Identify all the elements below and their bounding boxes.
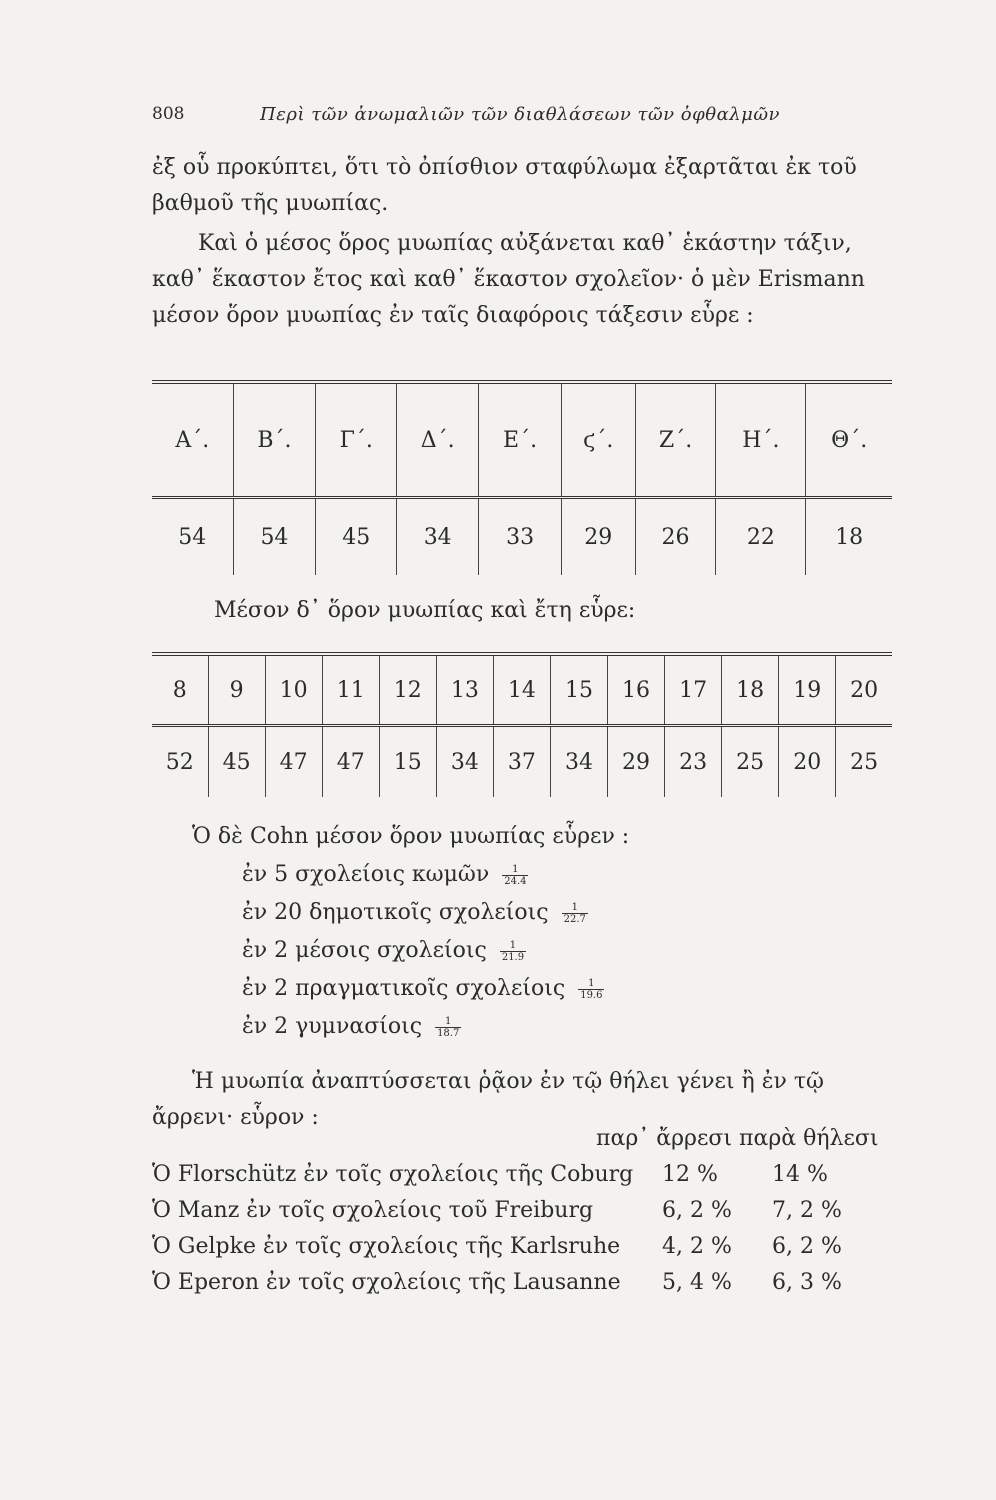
fraction-numerator: 1 (435, 1016, 461, 1028)
intro-line: βαθμοῦ τῆς μυωπίας. (152, 191, 389, 216)
intro-line: ἐξ οὗ προκύπτει, ὅτι τὸ ὀπίσθιον σταφύλωμα ἐξαρτᾶται ἐκ τοῦ (152, 155, 857, 180)
page-number: 808 (152, 104, 185, 124)
intro-line: καθ᾽ ἕκαστον ἔτος καὶ καθ᾽ ἕκαστον σχολεῖον· ὁ μὲν Erismann (152, 267, 865, 292)
year-value: 47 (265, 726, 322, 798)
classes-header-row (152, 382, 892, 498)
cohn-row-text: ἐν 2 γυμνασίοις (242, 1014, 423, 1039)
year-value: 34 (550, 726, 607, 798)
stats-row-female: 6, 3 % (772, 1270, 842, 1295)
year-header: 17 (665, 654, 722, 726)
fraction-denominator: 22.7 (563, 913, 586, 925)
fraction (500, 940, 526, 963)
class-value: 45 (316, 498, 397, 576)
cohn-row (152, 856, 892, 894)
year-header: 14 (493, 654, 550, 726)
classes-value-row (152, 498, 892, 576)
year-value: 47 (322, 726, 379, 798)
year-value: 23 (665, 726, 722, 798)
year-value: 52 (165, 749, 194, 775)
class-value: 34 (397, 498, 479, 576)
class-value: 22 (716, 498, 806, 576)
intro-line: Καὶ ὁ μέσος ὅρος μυωπίας αὐξάνεται καθ᾽ ἑκάστην τάξιν, (198, 231, 852, 256)
fraction-denominator: 24.4 (504, 875, 527, 887)
stats-row (152, 1198, 892, 1232)
fraction (502, 864, 528, 887)
year-header: 19 (779, 654, 836, 726)
stats-row-name: Ὁ Eperon ἐν τοῖς σχολείοις τῆς Lausanne (152, 1270, 621, 1295)
year-header: 18 (722, 654, 779, 726)
class-header: Ζ΄. (635, 382, 716, 498)
stats-row (152, 1270, 892, 1304)
year-header: 16 (608, 654, 665, 726)
year-value: 25 (836, 726, 892, 798)
year-header: 9 (208, 654, 265, 726)
year-header: 12 (379, 654, 436, 726)
cohn-row (152, 894, 892, 932)
class-header: Ε΄. (479, 382, 562, 498)
cohn-row (152, 1008, 892, 1046)
cohn-row (152, 970, 892, 1008)
intro-line: μέσον ὅρον μυωπίας ἐν ταῖς διαφόροις τάξεσιν εὗρε : (152, 303, 754, 328)
year-value: 29 (608, 726, 665, 798)
year-value: 25 (722, 726, 779, 798)
year-value: 15 (379, 726, 436, 798)
year-value: 45 (208, 726, 265, 798)
years-header-row (152, 654, 892, 726)
class-value: 33 (479, 498, 562, 576)
year-header: 10 (265, 654, 322, 726)
running-title: Περὶ τῶν ἀνωμαλιῶν τῶν διαθλάσεων τῶν ὀφθαλμῶν (260, 104, 780, 125)
class-header: Γ΄. (316, 382, 397, 498)
stats-row-male: 12 % (662, 1162, 718, 1187)
years-table (152, 652, 892, 797)
year-header: 20 (836, 654, 892, 726)
year-header: 11 (322, 654, 379, 726)
stats-row-male: 6, 2 % (662, 1198, 732, 1223)
class-value: 54 (178, 524, 207, 550)
year-header: 8 (152, 654, 208, 726)
cohn-row (152, 932, 892, 970)
year-value: 20 (779, 726, 836, 798)
class-value: 54 (233, 498, 316, 576)
class-header: Δ΄. (397, 382, 479, 498)
cohn-section (152, 818, 892, 1046)
stats-row-male: 5, 4 % (662, 1270, 732, 1295)
years-caption: Μέσον δ᾽ ὅρον μυωπίας καὶ ἔτη εὗρε: (214, 598, 636, 623)
years-value-row (152, 726, 892, 798)
stats-row-female: 6, 2 % (772, 1234, 842, 1259)
fraction-denominator: 18.7 (437, 1027, 460, 1039)
fraction-numerator: 1 (578, 978, 604, 990)
fraction-numerator: 1 (500, 940, 526, 952)
myopia-line: ἄρρενι· εὗρον : (152, 1105, 319, 1130)
page-header (152, 104, 892, 134)
stats-row (152, 1162, 892, 1196)
cohn-row-text: ἐν 5 σχολείοις κωμῶν (242, 862, 490, 887)
fraction-denominator: 21.9 (501, 951, 525, 963)
class-header: Α΄. (152, 382, 233, 498)
stats-column-heading: παρ᾽ ἄρρεσι παρὰ θήλεσι (596, 1126, 879, 1151)
stats-row-name: Ὁ Manz ἐν τοῖς σχολείοις τοῦ Freiburg (152, 1198, 594, 1223)
fraction (435, 1016, 461, 1039)
stats-row-female: 14 % (772, 1162, 828, 1187)
class-header: Β΄. (233, 382, 316, 498)
cohn-row-text: ἐν 2 πραγματικοῖς σχολείοις (242, 976, 566, 1001)
fraction-denominator: 19.6 (580, 989, 603, 1001)
fraction (562, 902, 588, 925)
fraction-numerator: 1 (502, 864, 528, 876)
class-header: Θ΄. (806, 382, 892, 498)
stats-row-female: 7, 2 % (772, 1198, 842, 1223)
cohn-row-text: ἐν 20 δημοτικοῖς σχολείοις (242, 900, 549, 925)
year-value: 37 (493, 726, 550, 798)
cohn-lead: Ὁ δὲ Cohn μέσον ὅρον μυωπίας εὗρεν : (192, 824, 630, 849)
stats-row (152, 1234, 892, 1268)
stats-row-name: Ὁ Gelpke ἐν τοῖς σχολείοις τῆς Karlsruhe (152, 1234, 621, 1259)
year-header: 13 (436, 654, 493, 726)
class-header: ϛ΄. (561, 382, 635, 498)
fraction (578, 978, 604, 1001)
stats-row-male: 4, 2 % (662, 1234, 732, 1259)
stats-row-name: Ὁ Florschütz ἐν τοῖς σχολείοις τῆς Coburg (152, 1162, 634, 1187)
classes-table (152, 380, 892, 575)
cohn-row-text: ἐν 2 μέσοις σχολείοις (242, 938, 487, 963)
intro-paragraph (152, 150, 892, 334)
fraction-numerator: 1 (562, 902, 588, 914)
class-header: Η΄. (716, 382, 806, 498)
class-value: 18 (806, 498, 892, 576)
class-value: 29 (561, 498, 635, 576)
class-value: 26 (635, 498, 716, 576)
year-value: 34 (436, 726, 493, 798)
myopia-line: Ἡ μυωπία ἀναπτύσσεται ῥᾷον ἐν τῷ θήλει γένει ἢ ἐν τῷ (192, 1069, 824, 1094)
year-header: 15 (550, 654, 607, 726)
